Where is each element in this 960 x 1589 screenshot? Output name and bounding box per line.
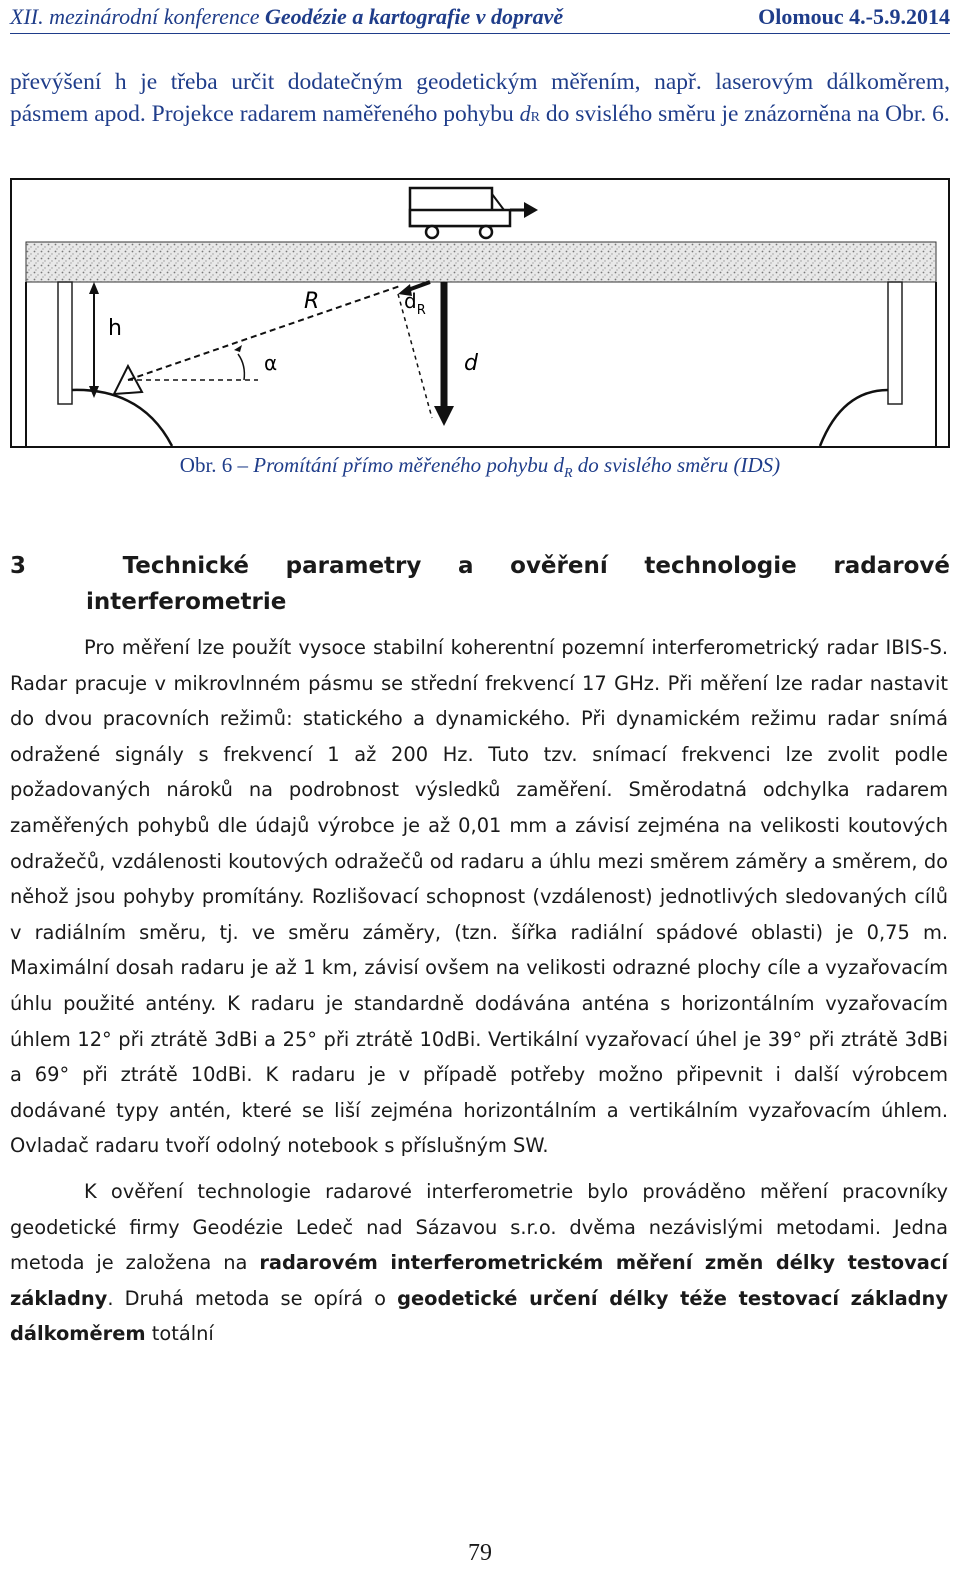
heading-word: ověření [510, 553, 608, 579]
section-heading-line2: interferometrie [86, 589, 287, 615]
running-header [10, 4, 950, 34]
d-arrow [434, 282, 454, 426]
right-pier [820, 282, 936, 446]
label-h: h [108, 316, 122, 341]
intro-paragraph: převýšení h je třeba určit dodatečným geodetickým měřením, např. laserovým dálkoměrem, pásmem apod. Projekce radarem naměřeného pohybu dR do svislého směru je znázorněna na Obr. 6. [10, 69, 950, 127]
section-heading [10, 548, 950, 620]
figure-caption: Obr. 6 – Promítání přímo měřeného pohybu $d_R$ do svislého směru (IDS) [179, 453, 781, 482]
vehicle-icon [410, 188, 538, 238]
bridge-deck [26, 242, 936, 282]
heading-word: radarové [833, 553, 950, 579]
height-arrow [89, 282, 99, 398]
heading-word: Technické [122, 553, 250, 579]
heading-word: a [458, 553, 474, 579]
section-heading-line1 [10, 548, 950, 584]
body-text [10, 630, 948, 1352]
dr-symbol: dR [519, 101, 540, 126]
conference-title: XII. mezinárodní konference Geodézie a kartografie v dopravě [10, 4, 564, 29]
heading-word: technologie [644, 553, 797, 579]
label-dR: $d_R$ [404, 289, 426, 318]
paragraph-radar-parameters: Pro měření lze použít vysoce stabilní koherentní pozemní interferometrický radar IBIS-S. Radar pracuje v mikrovlnném pásmu se střední frekvencí 17 GHz. Při měření lze radar nastavit do dvou pracovních režimů: statického a dynamického. Při dynamickém režimu radar snímá odražené signály s frekvencí 1 až 200 Hz. Tuto tzv. snímací frekvenci lze zvolit podle požadovaných nároků na podrobnost výsledků zaměření. Směrodatná odchylka radarem zaměřených pohybů dle údajů výrobce je až 0,01 mm a závisí zejména na velikosti koutových odražečů, vzdálenosti koutových odražečů od radaru a úhlu mezi směrem záměry a směrem, do něhož jsou pohyby promítány. Rozlišovací schopnost (vzdálenost) jednotlivých sledovaných cílů v radiálním směru, tj. ve směru záměry, (tzn. šířka radiální spádové oblasti) je 0,75 m. Maximální dosah radaru je až 1 km, závisí ovšem na velikosti odrazné plochy cíle a vyzařovacím úhlu použité antény. K radaru je standardně dodávána anténa s horizontálním vyzařovacím úhlem 12° při ztrátě 3dBi a 25° při ztrátě 10dBi. Vertikální vyzařovací úhel je 39° při ztrátě 3dBi a 69° při ztrátě 10dBi. K radaru je v případě potřeby možno připevnit i další výrobcem dodávané typy antén, které se liší zejména horizontálním a vertikálním vyzařovacím úhlem. Ovladač radaru tvoří odolný notebook s příslušným SW. [10, 636, 948, 1158]
label-alpha: α [264, 351, 278, 375]
figure-bridge-radar-projection [10, 178, 950, 448]
figure-svg [12, 180, 948, 446]
paragraph-verification: K ověření technologie radarové interferometrie bylo prováděno měření pracovníky geodetické firmy Geodézie Ledeč nad Sázavou s.r.o. dvěma nezávislými metodami. Jedna metoda je založena na radarovém interferometrickém měření změn délky testovací základny. Druhá metoda se opírá o geodetické určení délky téže testovací základny dálkoměrem totální [10, 1179, 948, 1346]
page-number: 79 [468, 1540, 492, 1566]
label-R: R [304, 289, 320, 314]
conference-place-date: Olomouc 4.-5.9.2014 [758, 4, 950, 29]
label-d: d [464, 351, 478, 376]
heading-word: parametry [285, 553, 422, 579]
section-number: 3 [10, 553, 27, 579]
left-pier [26, 282, 172, 446]
